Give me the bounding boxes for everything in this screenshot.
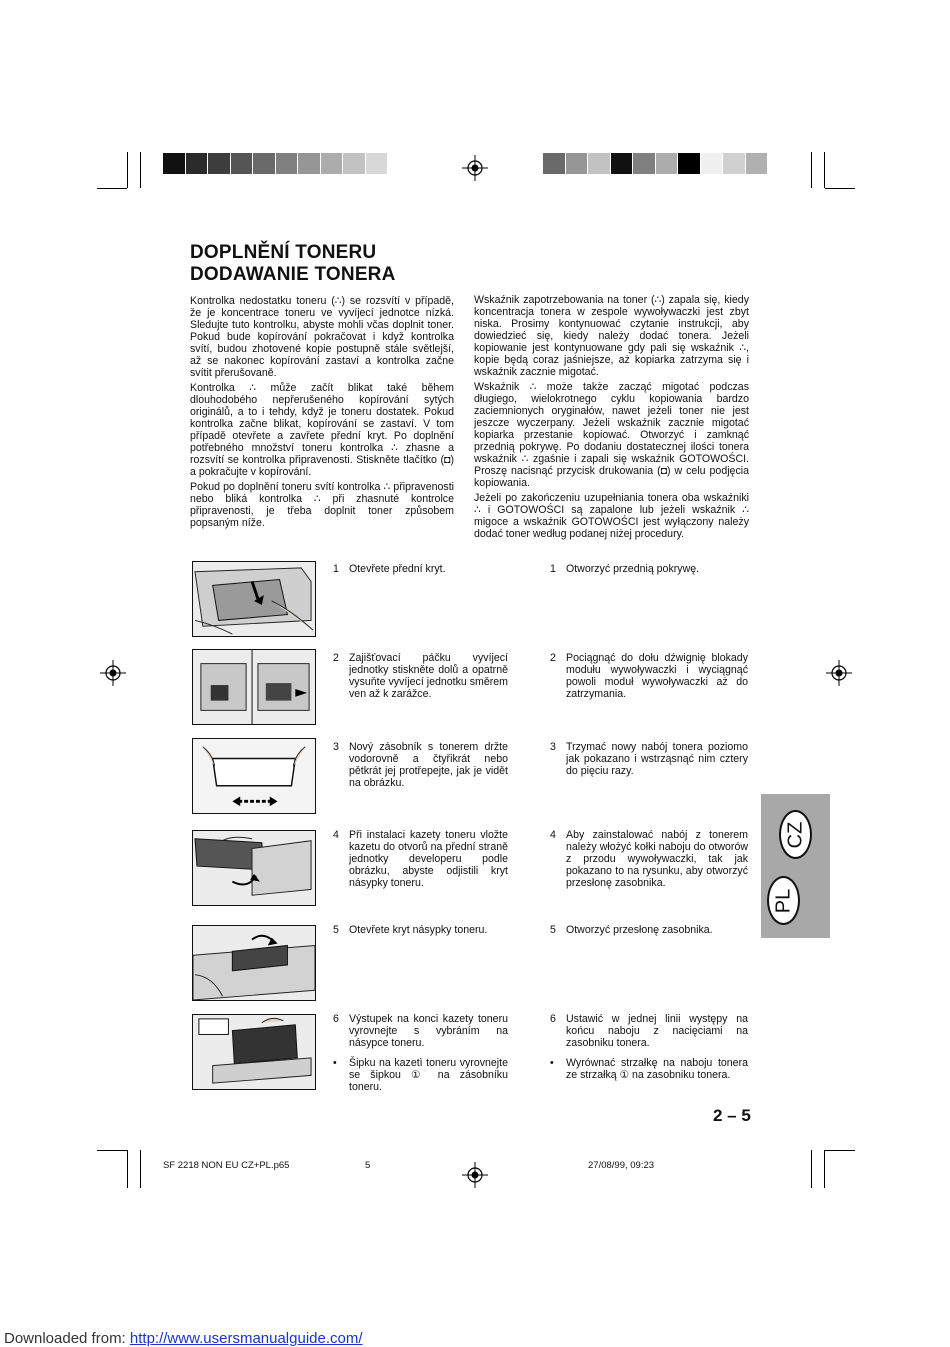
registration-mark-icon — [100, 660, 126, 686]
step-text: Pociągnąć do dołu dźwignię blokady modułu wywoływaczki i wyciągnąć powoli moduł wywoływaczki aż do zatrzymania. — [566, 652, 748, 700]
color-swatch — [543, 153, 566, 174]
crop-mark — [140, 152, 141, 188]
crop-mark — [824, 152, 825, 188]
color-swatch — [163, 153, 186, 174]
step-number: 3 — [333, 741, 339, 753]
color-swatch — [723, 153, 746, 174]
language-tab-pl-label: PL — [772, 888, 794, 913]
page-title — [190, 242, 396, 286]
step-1-cz — [333, 563, 508, 577]
bullet-text: Wyrównać strzałkę na naboju tonera ze strzałką ① na zasobniku tonera. — [566, 1057, 748, 1081]
figure-slide-out-developer — [192, 649, 316, 725]
step-text: Trzymać nowy nabój tonera poziomo jak pokazano i wstrząsnąć nim cztery do pięciu razy. — [566, 741, 748, 777]
step-text: Otevřete přední kryt. — [349, 563, 446, 575]
figure-shake-cartridge — [192, 738, 316, 814]
intro-pl-paragraph: Jeżeli po zakończeniu uzupełniania tonera oba wskaźniki ∴ i GOTOWOŚCI są zapalone lub jeżeli wskaźnik ∴ migoce a wskaźnik GOTOWOŚCI jest wyłączony należy dodać toner według podanej niżej procedury. — [474, 492, 749, 540]
step-number: 2 — [333, 652, 339, 664]
color-swatch — [343, 153, 366, 174]
title-pl: DODAWANIE TONERA — [190, 264, 396, 285]
figure-insert-cartridge — [192, 830, 316, 906]
figure-open-front-cover — [192, 561, 316, 637]
footer-page: 5 — [365, 1160, 371, 1171]
step-number: 4 — [550, 829, 556, 841]
language-tab-cz-label: CZ — [784, 821, 806, 848]
registration-mark-icon — [826, 660, 852, 686]
crop-mark — [97, 1150, 127, 1151]
step-text: Otevřete kryt násypky toneru. — [349, 924, 488, 936]
color-swatch — [678, 153, 701, 174]
intro-cz — [190, 295, 454, 532]
crop-mark — [127, 152, 128, 188]
color-swatch — [611, 153, 634, 174]
step-text: Zajišťovací páčku vyvíjecí jednotky stiskněte dolů a opatrně vysuňte vyvíjecí jednotku směrem ven až k zarážce. — [349, 652, 508, 700]
color-swatch — [588, 153, 611, 174]
footer-date: 27/08/99, 09:23 — [588, 1160, 655, 1171]
step-5-pl — [550, 924, 748, 938]
step-4-cz — [333, 829, 508, 889]
color-calibration-bar-left — [163, 153, 388, 174]
intro-pl — [474, 294, 749, 543]
crop-mark — [127, 1150, 128, 1188]
crop-mark — [140, 1150, 141, 1188]
crop-mark — [825, 188, 855, 189]
figure-align-cartridge — [192, 1014, 316, 1090]
step-6-pl — [550, 1013, 748, 1051]
color-swatch — [208, 153, 231, 174]
footer-file: SF 2218 NON EU CZ+PL.p65 — [163, 1160, 290, 1171]
step-6-cz — [333, 1013, 508, 1051]
registration-mark-icon — [462, 1162, 488, 1188]
language-tab-cz — [779, 810, 812, 859]
crop-mark — [811, 152, 812, 188]
color-swatch — [566, 153, 589, 174]
crop-mark — [825, 1150, 855, 1151]
bullet-cz — [333, 1057, 508, 1093]
color-calibration-bar-right — [543, 153, 768, 174]
intro-pl-paragraph: Wskaźnik zapotrzebowania na toner (∴) zapala się, kiedy koncentracja tonera w zespole wywoływaczki jest zbyt niska. Prosimy kontynuować czytanie instrukcji, aby dowiedzieć się, kiedy należy dodać tonera. Jeżeli kopiowanie jest kontynuowane gdy pali się wskaźnik ∴, kopie będą coraz jaśniejsze, aż kopiarka zatrzyma się i wskaźnik zacznie migotać. — [474, 294, 749, 378]
intro-cz-paragraph: Pokud po doplnění toneru svítí kontrolka ∴ připravenosti nebo bliká kontrolka ∴ při zhasnuté kontrolce připravenosti, je třeba doplnit toner způsobem popsaným níže. — [190, 481, 454, 529]
language-tab — [761, 794, 830, 938]
step-2-cz — [333, 652, 508, 702]
step-text: Výstupek na konci kazety toneru vyrovnejte s vybráním na násypce toneru. — [349, 1013, 508, 1049]
step-number: 3 — [550, 741, 556, 753]
language-tab-pl — [767, 876, 800, 925]
step-number: 2 — [550, 652, 556, 664]
step-text: Při instalaci kazety toneru vložte kazetu do otvorů na přední straně jednotky developeru podle obrázku, abyste odjistili kryt násypky toneru. — [349, 829, 508, 889]
download-source — [4, 1330, 363, 1347]
color-swatch — [656, 153, 679, 174]
color-swatch — [746, 153, 769, 174]
intro-cz-paragraph: Kontrolka ∴ může začít blikat také během dlouhodobého nepřerušeného kopírování sytých originálů, a to i tehdy, když je toneru dostatek. Pokud kontrolka začne blikat, kopírování se zastaví. V tom případě otevřete a zavřete přední kryt. Po doplnění potřebného množství toneru kontrolka ∴ zhasne a rozsvítí se kontrolka připravenosti. Stiskněte tlačítko (◘) a pokračujte v kopírování. — [190, 382, 454, 478]
step-number: 1 — [333, 563, 339, 575]
color-swatch — [366, 153, 389, 174]
step-text: Aby zainstalować nabój z tonerem należy włożyć kołki naboju do otworów z przodu wywoływaczki, tak jak pokazano to na rysunku, aby otworzyć przesłonę zasobnika. — [566, 829, 748, 889]
step-3-cz — [333, 741, 508, 789]
color-swatch — [701, 153, 724, 174]
color-swatch — [276, 153, 299, 174]
step-text: Otworzyć przednią pokrywę. — [566, 563, 700, 575]
step-number: 5 — [550, 924, 556, 936]
step-text: Otworzyć przesłonę zasobnika. — [566, 924, 713, 936]
bullet-text: Šipku na kazetì toneru vyrovnejte se šipkou ① na zásobníku toneru. — [349, 1057, 508, 1093]
color-swatch — [253, 153, 276, 174]
color-swatch — [321, 153, 344, 174]
color-swatch — [231, 153, 254, 174]
intro-cz-paragraph: Kontrolka nedostatku toneru (∴) se rozsvítí v případě, že je koncentrace toneru ve vyvíjecí jednotce nízká. Sledujte tuto kontrolku, abyste mohli včas doplnit toner. Pokud bude kopírování pokračovat i když kontrolka svítí, budou zhotovené kopie postupně stále světlejší, až se nakonec kopírování zastaví a kontrolka začne svítit přerušovaně. — [190, 295, 454, 379]
intro-pl-paragraph: Wskaźnik ∴ może także zacząć migotać podczas długiego, wielokrotnego cyklu kopiowania bardzo zaciemnionych oryginałów, nawet jeżeli toner nie jest jeszcze wyczerpany. Jeżeli wskaźnik zacznie migotać kopiarka przestanie kopiować. Otworzyć i zamknąć przednią pokrywę. Po dodaniu dostatecznej ilości tonera wskaźnik ∴ zgaśnie i zapali się wskaźnik GOTOWOŚCI. Proszę nacisnąć przycisk drukowania (◘) w celu podjęcia kopiowania. — [474, 381, 749, 489]
step-text: Nový zásobník s tonerem držte vodorovně a čtyřikrát nebo pětkrát jej protřepejte, jak je vidět na obrázku. — [349, 741, 508, 789]
download-link[interactable]: http://www.usersmanualguide.com/ — [129, 1330, 363, 1347]
crop-mark — [97, 188, 127, 189]
step-text: Ustawić w jednej linii występy na końcu naboju z nacięciami na zasobniku tonera. — [566, 1013, 748, 1049]
step-1-pl — [550, 563, 748, 577]
step-number: 1 — [550, 563, 556, 575]
step-2-pl — [550, 652, 748, 702]
color-swatch — [633, 153, 656, 174]
registration-mark-icon — [462, 155, 488, 181]
step-number: 6 — [333, 1013, 339, 1025]
title-cz: DOPLNĚNÍ TONERU — [190, 242, 377, 263]
download-label: Downloaded from: — [4, 1330, 130, 1347]
step-number: 6 — [550, 1013, 556, 1025]
color-swatch — [298, 153, 321, 174]
crop-mark — [811, 1150, 812, 1188]
step-5-cz — [333, 924, 508, 938]
figure-open-hopper-cover — [192, 925, 316, 1001]
color-swatch — [186, 153, 209, 174]
step-number: 4 — [333, 829, 339, 841]
bullet-dot: • — [333, 1057, 337, 1069]
step-3-pl — [550, 741, 748, 779]
bullet-dot: • — [550, 1057, 554, 1069]
crop-mark — [824, 1150, 825, 1188]
bullet-pl — [550, 1057, 748, 1083]
page-number: 2 – 5 — [713, 1106, 751, 1125]
step-4-pl — [550, 829, 748, 891]
step-number: 5 — [333, 924, 339, 936]
